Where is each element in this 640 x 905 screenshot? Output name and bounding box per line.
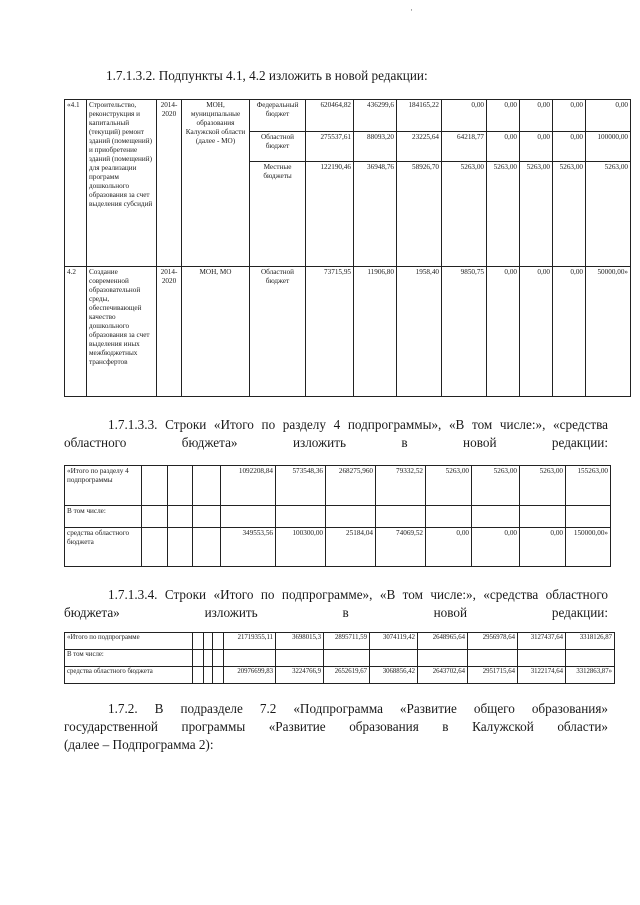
value-cell: 184165,22 bbox=[397, 100, 442, 132]
funding-source: Областной бюджет bbox=[250, 132, 306, 162]
value-cell: 5263,00 bbox=[553, 162, 586, 266]
value-cell: 3074119,42 bbox=[370, 633, 418, 650]
value-cell: 79332,52 bbox=[376, 466, 426, 506]
corner-mark: · bbox=[410, 5, 413, 15]
value-cell: 2956978,64 bbox=[468, 633, 518, 650]
section-1-7-2 bbox=[64, 700, 608, 754]
value-cell: 2652619,67 bbox=[324, 666, 370, 683]
value-cell bbox=[370, 650, 418, 666]
table-row bbox=[65, 466, 611, 506]
item-executor: МОН, МО bbox=[182, 266, 250, 396]
table-row bbox=[65, 506, 611, 528]
value-cell: 0,00 bbox=[487, 266, 520, 396]
section-number: 1.7.2. bbox=[108, 701, 138, 716]
table-row bbox=[65, 528, 611, 567]
value-cell: 150000,00» bbox=[566, 528, 611, 567]
value-cell: 0,00 bbox=[553, 266, 586, 396]
value-cell bbox=[520, 506, 566, 528]
value-cell bbox=[566, 506, 611, 528]
row-label: «Итого по подпрограмме bbox=[65, 633, 193, 650]
value-cell: 3122174,64 bbox=[518, 666, 566, 683]
value-cell: 275537,61 bbox=[306, 132, 354, 162]
value-cell: 0,00 bbox=[442, 100, 487, 132]
table-row bbox=[65, 633, 615, 650]
section-1-7-2-line1 bbox=[64, 700, 608, 718]
section-1-7-1-3-3-heading bbox=[64, 416, 608, 452]
value-cell: 1092208,84 bbox=[221, 466, 276, 506]
value-cell: 58926,70 bbox=[397, 162, 442, 266]
value-cell bbox=[518, 650, 566, 666]
value-cell: 36948,76 bbox=[354, 162, 397, 266]
value-cell: 0,00 bbox=[487, 132, 520, 162]
funding-source: Местные бюджеты bbox=[250, 162, 306, 266]
value-cell: 268275,960 bbox=[326, 466, 376, 506]
value-cell: 3698015,3 bbox=[276, 633, 324, 650]
value-cell bbox=[472, 506, 520, 528]
section-number: 1.7.1.3.2. bbox=[106, 68, 156, 83]
section-1-7-2-line3: (далее – Подпрограмма 2): bbox=[64, 737, 214, 752]
value-cell: 436299,6 bbox=[354, 100, 397, 132]
table-row bbox=[65, 266, 631, 396]
value-cell: 2643702,64 bbox=[418, 666, 468, 683]
value-cell bbox=[221, 506, 276, 528]
value-cell: 0,00 bbox=[520, 100, 553, 132]
value-cell: 0,00 bbox=[520, 132, 553, 162]
value-cell: 122190,46 bbox=[306, 162, 354, 266]
value-cell: 5263,00 bbox=[442, 162, 487, 266]
value-cell: 11906,80 bbox=[354, 266, 397, 396]
section-1-7-1-3-4-heading bbox=[64, 586, 608, 622]
value-cell: 5263,00 bbox=[472, 466, 520, 506]
value-cell: 2895711,59 bbox=[324, 633, 370, 650]
value-cell bbox=[566, 650, 615, 666]
value-cell: 0,00 bbox=[553, 132, 586, 162]
subprogram-totals-table bbox=[64, 632, 615, 684]
value-cell: 5263,00 bbox=[487, 162, 520, 266]
value-cell: 0,00 bbox=[553, 100, 586, 132]
item-years: 2014-2020 bbox=[157, 266, 182, 396]
value-cell bbox=[376, 506, 426, 528]
value-cell bbox=[426, 506, 472, 528]
value-cell: 0,00 bbox=[426, 528, 472, 567]
value-cell: 3312863,87» bbox=[566, 666, 615, 683]
value-cell bbox=[468, 650, 518, 666]
section-text: Строки «Итого по подпрограмме», «В том числе:», «средства областного бюджета» изложить в новой редакции: bbox=[64, 587, 609, 620]
table-row bbox=[65, 100, 631, 132]
value-cell: 2648965,64 bbox=[418, 633, 468, 650]
value-cell: 5263,00 bbox=[426, 466, 472, 506]
section-number: 1.7.1.3.3. bbox=[108, 417, 158, 432]
funding-source: Областной бюджет bbox=[250, 266, 306, 396]
section-text: Строки «Итого по разделу 4 подпрограммы», «В том числе:», «средства областного бюджета» изложить в новой редакции: bbox=[64, 417, 609, 450]
item-name: Строительство, реконструкция и капитальный (текущий) ремонт зданий (помещений) и приобретение зданий (помещений) для реализации программ дошкольного образования за счет выделения субсидий bbox=[87, 100, 157, 267]
value-cell bbox=[326, 506, 376, 528]
section-text: Подпункты 4.1, 4.2 изложить в новой редакции: bbox=[158, 68, 428, 83]
value-cell: 88093,20 bbox=[354, 132, 397, 162]
section-1-7-1-3-2-heading bbox=[106, 67, 586, 85]
value-cell: 74069,52 bbox=[376, 528, 426, 567]
section-text: В подразделе 7.2 «Подпрограмма «Развитие общего образования» bbox=[154, 701, 608, 716]
value-cell bbox=[224, 650, 276, 666]
value-cell: 21719355,11 bbox=[224, 633, 276, 650]
value-cell: 100000,00 bbox=[586, 132, 631, 162]
value-cell: 25184,04 bbox=[326, 528, 376, 567]
section-number: 1.7.1.3.4. bbox=[108, 587, 158, 602]
value-cell: 620464,82 bbox=[306, 100, 354, 132]
value-cell: 20976699,83 bbox=[224, 666, 276, 683]
value-cell: 9850,75 bbox=[442, 266, 487, 396]
value-cell bbox=[276, 506, 326, 528]
value-cell: 5263,00 bbox=[586, 162, 631, 266]
item-name: Создание современной образовательной среды, обеспечивающей качество дошкольного образования за счет выделения иных межбюджетных трансфертов bbox=[87, 266, 157, 396]
value-cell: 73715,95 bbox=[306, 266, 354, 396]
value-cell bbox=[324, 650, 370, 666]
value-cell: 3127437,64 bbox=[518, 633, 566, 650]
section-4-totals-table bbox=[64, 465, 611, 567]
value-cell: 50000,00» bbox=[586, 266, 631, 396]
section-1-7-2-line2: государственной программы «Развитие образования в Калужской области» bbox=[64, 719, 608, 734]
item-number: 4.2 bbox=[65, 266, 87, 396]
value-cell: 155263,00 bbox=[566, 466, 611, 506]
item-executor: МОН, муниципальные образования Калужской области (далее - МО) bbox=[182, 100, 250, 267]
row-label: В том числе: bbox=[65, 650, 193, 666]
value-cell: 349553,56 bbox=[221, 528, 276, 567]
item-number: «4.1 bbox=[65, 100, 87, 267]
value-cell: 23225,64 bbox=[397, 132, 442, 162]
value-cell: 0,00 bbox=[586, 100, 631, 132]
value-cell: 3224766,9 bbox=[276, 666, 324, 683]
table-row bbox=[65, 666, 615, 683]
item-years: 2014-2020 bbox=[157, 100, 182, 267]
row-label: средства областного бюджета bbox=[65, 528, 142, 567]
value-cell: 5263,00 bbox=[520, 162, 553, 266]
value-cell: 3318126,87 bbox=[566, 633, 615, 650]
value-cell: 2951715,64 bbox=[468, 666, 518, 683]
row-label: средства областного бюджета bbox=[65, 666, 193, 683]
value-cell: 0,00 bbox=[520, 266, 553, 396]
row-label: В том числе: bbox=[65, 506, 142, 528]
value-cell bbox=[276, 650, 324, 666]
subprogram-items-table bbox=[64, 99, 631, 397]
value-cell: 0,00 bbox=[487, 100, 520, 132]
value-cell: 5263,00 bbox=[520, 466, 566, 506]
value-cell: 64218,77 bbox=[442, 132, 487, 162]
value-cell: 0,00 bbox=[520, 528, 566, 567]
funding-source: Федеральный бюджет bbox=[250, 100, 306, 132]
value-cell: 100300,00 bbox=[276, 528, 326, 567]
value-cell: 3068856,42 bbox=[370, 666, 418, 683]
value-cell: 573548,36 bbox=[276, 466, 326, 506]
table-row bbox=[65, 650, 615, 666]
value-cell: 1958,40 bbox=[397, 266, 442, 396]
value-cell bbox=[418, 650, 468, 666]
value-cell: 0,00 bbox=[472, 528, 520, 567]
row-label: «Итого по разделу 4 подпрограммы bbox=[65, 466, 142, 506]
